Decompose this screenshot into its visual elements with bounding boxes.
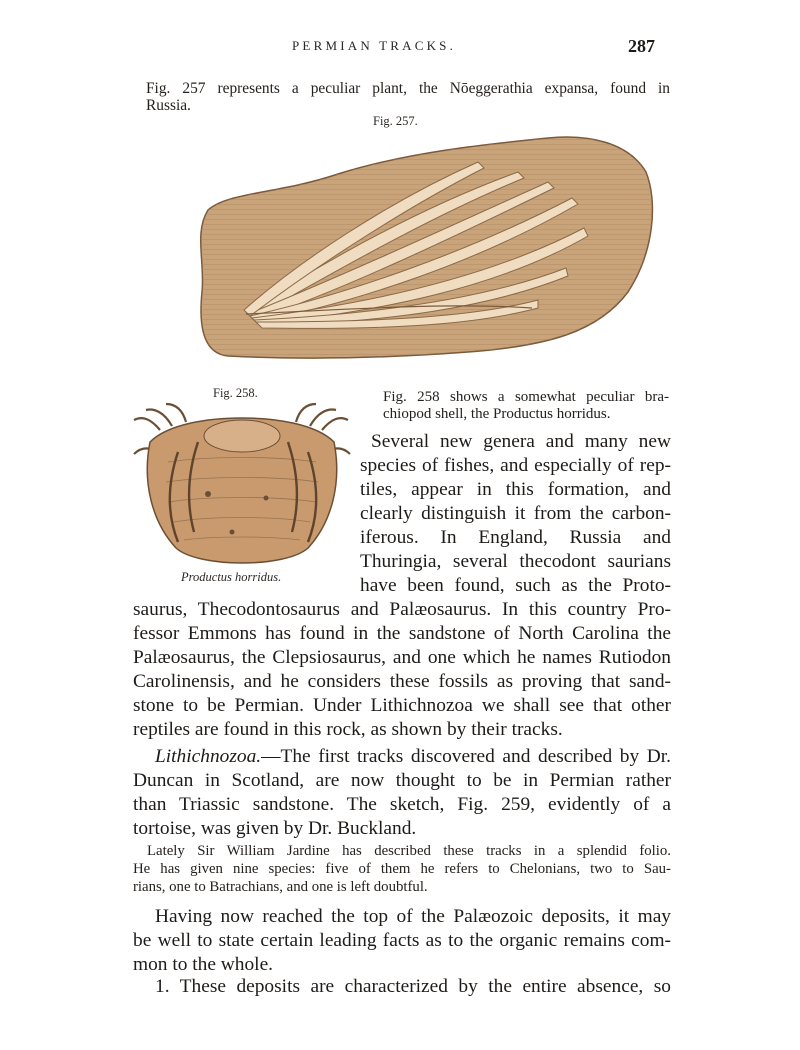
fig-257-illustration xyxy=(188,132,660,362)
intro-line: Russia. xyxy=(146,97,191,114)
small-line: He has given nine species: five of them he refers to Chelonians, two to Sau- xyxy=(133,861,671,877)
fig-257-label: Fig. 257. xyxy=(373,114,418,128)
paragraph-line: fessor Emmons has found in the sandstone of North Carolina the xyxy=(133,623,671,644)
paragraph-2 xyxy=(133,745,671,841)
paragraph-line: reptiles are found in this rock, as shown by their tracks. xyxy=(133,719,563,740)
fig-258-note-line: chiopod shell, the Productus horridus. xyxy=(383,406,611,422)
fig-258-caption: Productus horridus. xyxy=(181,570,282,584)
paragraph-line: Having now reached the top of the Palæozoic deposits, it may xyxy=(155,906,671,927)
paragraph-line: stone to be Permian. Under Lithichnozoa we shall see that other xyxy=(133,695,671,716)
fig-258-note-line: Fig. 258 shows a somewhat peculiar bra- xyxy=(383,389,669,405)
paragraph-line: saurus, Thecodontosaurus and Palæosaurus. In this country Pro- xyxy=(133,599,671,620)
intro-line: Fig. 257 represents a peculiar plant, the Nōeggerathia expansa, found in xyxy=(146,80,670,97)
paragraph-line: Carolinensis, and he considers these fossils as proving that sand- xyxy=(133,671,671,692)
small-line: rians, one to Batrachians, and one is left doubtful. xyxy=(133,879,428,895)
fig-258-note xyxy=(383,389,669,423)
jardine-paragraph xyxy=(133,842,671,896)
paragraph-line: Thuringia, several thecodont saurians xyxy=(360,551,671,572)
paragraph-line-rest: —The first tracks discovered and described by Dr. xyxy=(261,746,671,767)
fig-258-label: Fig. 258. xyxy=(213,386,258,400)
paragraph-line: Duncan in Scotland, are now thought to be in Permian rather xyxy=(133,770,671,791)
paragraph-line: tortoise, was given by Dr. Buckland. xyxy=(133,818,417,839)
fig-258-illustration xyxy=(128,402,356,572)
paragraph-line: clearly distinguish it from the carbon- xyxy=(360,503,671,524)
paragraph-4 xyxy=(133,975,671,999)
paragraph-line: Palæosaurus, the Clepsiosaurus, and one which he names Rutiodon xyxy=(133,647,671,668)
lithichnozoa-lead: Lithichnozoa. xyxy=(155,746,262,767)
paragraph-line: have been found, such as the Proto- xyxy=(360,575,671,596)
paragraph-1-wrapped xyxy=(360,430,671,598)
paragraph-line: than Triassic sandstone. The sketch, Fig. 259, evidently of a xyxy=(133,794,671,815)
paragraph-line: tiles, appear in this formation, and xyxy=(360,479,671,500)
small-line: Lately Sir William Jardine has described these tracks in a splendid folio. xyxy=(147,843,671,859)
paragraph-3 xyxy=(133,905,671,977)
intro-paragraph xyxy=(146,80,670,114)
paragraph-line: mon to the whole. xyxy=(133,954,274,975)
paragraph-line: be well to state certain leading facts as to the organic remains com- xyxy=(133,930,671,951)
paragraph-line: 1. These deposits are characterized by the entire absence, so xyxy=(155,976,671,997)
running-title: PERMIAN TRACKS. xyxy=(292,38,457,53)
paragraph-line: species of fishes, and especially of rep- xyxy=(360,455,671,476)
paragraph-1-full xyxy=(133,598,671,742)
paragraph-line: Several new genera and many new xyxy=(371,431,671,452)
page-number: 287 xyxy=(628,36,655,56)
paragraph-line: iferous. In England, Russia and xyxy=(360,527,671,548)
paragraph-line xyxy=(133,745,671,769)
